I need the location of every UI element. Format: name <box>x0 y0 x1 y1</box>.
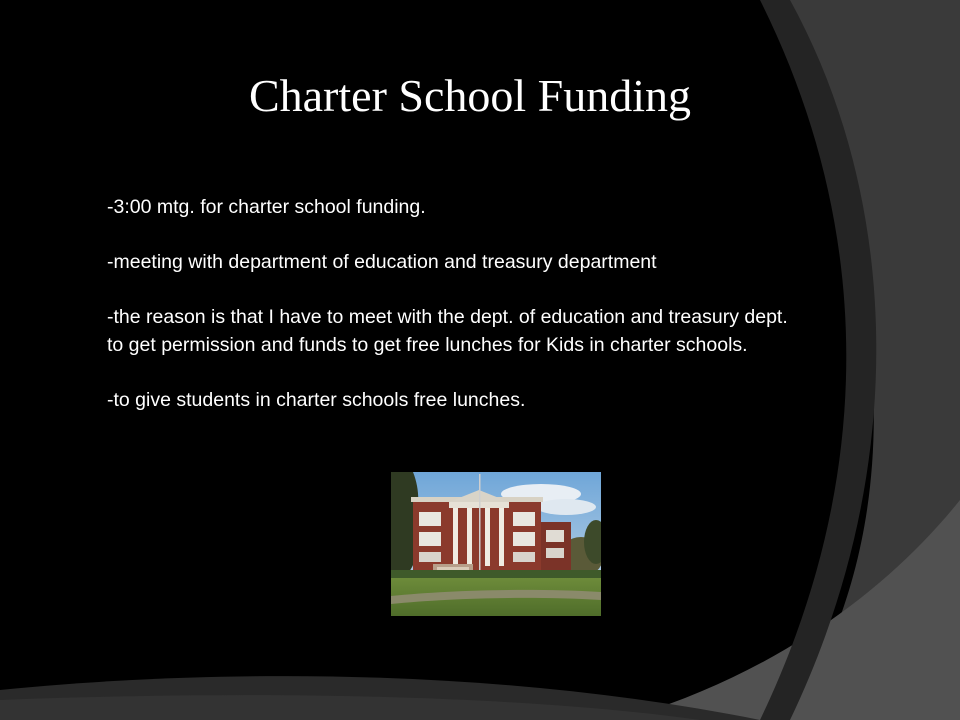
slide-title: Charter School Funding <box>248 70 692 121</box>
bullet-meeting-time: -3:00 mtg. for charter school funding. <box>107 196 426 218</box>
bullet-meeting-with: -meeting with department of education and treasury department <box>107 251 657 273</box>
bullet-reason: -the reason is that I have to meet with the dept. of education and treasury dept. to get permission and funds to get free lunches for Kids in charter schools. <box>107 306 788 356</box>
school-building-photo <box>391 472 601 616</box>
bullet-goal: -to give students in charter schools free lunches. <box>107 389 526 411</box>
slide-body <box>107 193 807 441</box>
